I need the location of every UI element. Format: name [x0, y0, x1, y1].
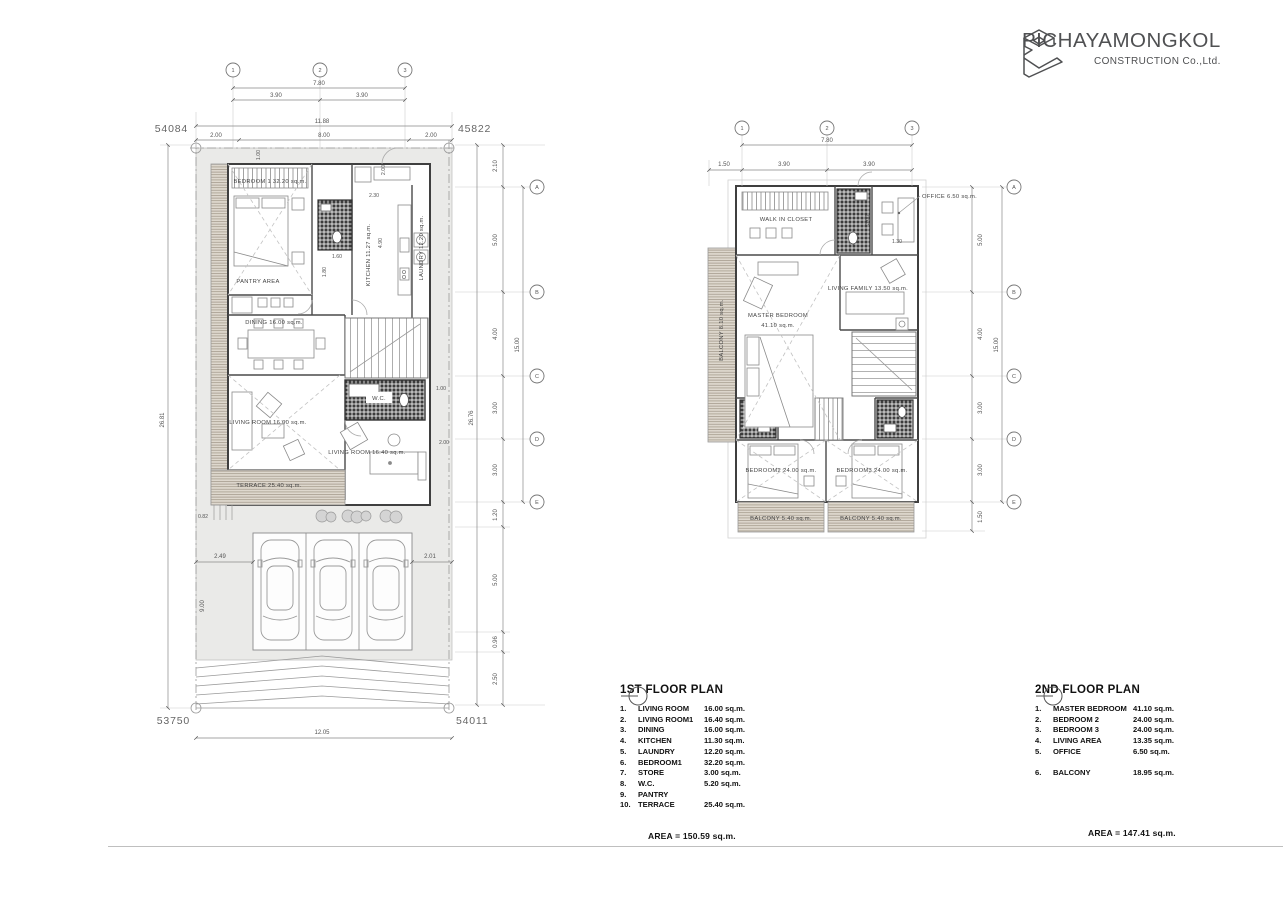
corner-label: 54084 [154, 123, 188, 135]
dim-label: 3.90 [356, 93, 368, 99]
plan2-grid-rows [1007, 180, 1021, 509]
plan2-drawing [708, 172, 926, 538]
grid-row-label: A [1012, 185, 1016, 192]
legend-row: 2. LIVING ROOM1 16.40 sq.m. [620, 714, 745, 724]
dim-label: 2.10 [493, 160, 499, 172]
grid-col-label: 2 [825, 126, 829, 133]
dim-label: 3.90 [863, 162, 875, 168]
grid-col-label: 2 [318, 68, 322, 75]
dim-label: 7.80 [821, 138, 833, 144]
legend-row: 2. BEDROOM 2 24.00 sq.m. [1035, 714, 1174, 724]
legend-row: 4. KITCHEN 11.30 sq.m. [620, 736, 745, 746]
company-name: PICHAYAMONGKOL [1022, 29, 1221, 52]
legend-row: 5. OFFICE 6.50 sq.m. [1035, 746, 1170, 756]
grid-row-label: C [535, 374, 539, 381]
dim-label: 2.30 [368, 193, 380, 199]
room-label-wc: W.C. [372, 396, 386, 402]
room-label-dining: DINING 16.00 sq.m. [245, 320, 303, 326]
dim-label: 26.81 [160, 412, 166, 428]
company-subtitle: CONSTRUCTION Co.,Ltd. [1094, 56, 1221, 67]
room-label-master-area: 41.10 sq.m. [761, 323, 795, 329]
plan2-closet [815, 398, 843, 440]
legend-row: 3. BEDROOM 3 24.00 sq.m. [1035, 725, 1174, 735]
dim-label: 1.50 [718, 162, 730, 168]
legend-row: 6. BALCONY 18.95 sq.m. [1035, 767, 1174, 777]
dim-label: 1.20 [493, 509, 499, 521]
room-label-laundry: LAUNDRY 12.20 sq.m. [419, 215, 425, 281]
dim-label: 15.00 [994, 337, 1000, 353]
legend-plan2 [1035, 684, 1235, 778]
sink-icon [321, 204, 331, 211]
toilet-icon [333, 231, 342, 243]
room-label-living2: LIVING ROOM 16.40 sq.m. [328, 450, 406, 456]
dim-label: 9.00 [200, 600, 206, 612]
dim-label: 5.00 [493, 574, 499, 586]
dim-label: 3.90 [270, 93, 282, 99]
room-label-walkin: WALK IN CLOSET [759, 217, 813, 223]
grid-row-label: D [535, 437, 539, 444]
dim-label: 3.00 [865, 214, 871, 226]
dim-label: 11.88 [314, 119, 330, 125]
grid-row-label: D [1012, 437, 1016, 444]
legend-row: 4. LIVING AREA 13.35 sq.m. [1035, 736, 1174, 746]
room-label-livingfamily: LIVING FAMILY 13.50 sq.m. [827, 286, 909, 292]
dim-label: 15.00 [515, 337, 521, 353]
room-label-bedroom2: BEDROOM2 24.00 sq.m. [745, 468, 817, 474]
dim-label: 3.00 [978, 402, 984, 414]
grid-col-label: 3 [403, 68, 407, 75]
dim-label: 4.90 [378, 237, 384, 249]
dim-label: 2.00 [381, 164, 387, 176]
legend-row: 7. STORE 3.00 sq.m. [620, 768, 741, 778]
legend-row: 8. W.C. 5.20 sq.m. [620, 778, 741, 788]
grid-row-label: E [1012, 500, 1016, 507]
dim-label: 1.30 [891, 239, 903, 245]
grid-row-label: A [535, 185, 539, 192]
room-label-bedroom1: BEDROOM 1 32.20 sq.m. [233, 179, 307, 185]
dim-label: 1.00 [435, 386, 447, 392]
toilet-icon [400, 394, 409, 407]
north-symbol [1035, 684, 1065, 708]
dim-label: 4.00 [493, 328, 499, 340]
legend-row: 9. PANTRY [620, 789, 669, 799]
dim-label: 2.00 [210, 133, 222, 139]
dim-label: 2.50 [493, 673, 499, 685]
dim-label: 2.01 [424, 554, 436, 560]
grid-col-label: 1 [231, 68, 235, 75]
dim-label: 1.00 [256, 149, 262, 161]
plan1-side-deck [211, 164, 228, 505]
plan1-grid-columns [226, 63, 412, 77]
legend-row: 5. LAUNDRY 12.20 sq.m. [620, 746, 745, 756]
room-label-office: OFFICE 6.50 sq.m. [922, 194, 978, 200]
corner-label: 54011 [456, 715, 489, 727]
dim-label: 5.00 [493, 234, 499, 246]
plan2-area-total: AREA = 147.41 sq.m. [1088, 828, 1176, 838]
toilet-icon [849, 232, 858, 244]
legend-row: 6. BEDROOM1 32.20 sq.m. [620, 757, 745, 767]
dim-label: 4.00 [978, 328, 984, 340]
room-label-balcony-b1: BALCONY 5.40 sq.m. [750, 516, 812, 522]
legend-row: 10. TERRACE 25.40 sq.m. [620, 800, 745, 810]
dim-label: 3.00 [493, 464, 499, 476]
dim-label: 3.00 [978, 464, 984, 476]
dim-label: 26.76 [469, 410, 475, 426]
dim-label: 7.80 [313, 81, 325, 87]
dim-label: 0.96 [493, 636, 499, 648]
north-symbol [620, 684, 650, 708]
plan1-carport [253, 533, 412, 650]
room-label-master: MASTER BEDROOM [748, 313, 808, 319]
dim-label: 1.60 [331, 254, 343, 260]
corner-label: 53750 [156, 715, 190, 727]
room-label-pantry: PANTRY AREA [236, 279, 280, 285]
dim-label: 2.49 [214, 554, 226, 560]
grid-row-label: B [535, 290, 539, 297]
grid-row-label: B [1012, 290, 1016, 297]
sink-icon [884, 424, 896, 432]
room-label-balcony-b2: BALCONY 5.40 sq.m. [840, 516, 902, 522]
legend-plan1 [620, 684, 820, 811]
dim-label: 8.00 [318, 133, 330, 139]
plan2-title: 2ND FLOOR PLAN [1035, 684, 1141, 696]
plan1-title: 1ST FLOOR PLAN [620, 684, 724, 696]
dim-label: 2.00 [425, 133, 437, 139]
grid-col-label: 3 [910, 126, 914, 133]
dim-label: 3.90 [778, 162, 790, 168]
toilet-icon [898, 407, 906, 418]
plan1-grid-rows [530, 180, 544, 509]
dim-label: 1.80 [322, 266, 328, 278]
plan1-driveway [196, 656, 449, 708]
dim-label: 2.00 [438, 440, 450, 446]
dim-label: 0.82 [197, 514, 209, 520]
room-label-balcony-left: BALCONY 8.10 sq.m. [719, 299, 725, 361]
legend-row: 1. MASTER BEDROOM 41.10 sq.m. [1035, 704, 1174, 713]
corner-label: 45822 [458, 123, 492, 135]
dim-label: 3.00 [493, 402, 499, 414]
room-label-kitchen: KITCHEN 11.27 sq.m. [366, 223, 372, 287]
dim-label: 5.00 [978, 234, 984, 246]
legend-row: 1. LIVING ROOM 16.00 sq.m. [620, 704, 745, 713]
dim-label: 1.50 [978, 511, 984, 523]
room-label-terrace: TERRACE 25.40 sq.m. [236, 483, 302, 489]
bottom-rule-line [108, 846, 1283, 847]
legend-row: 3. DINING 16.00 sq.m. [620, 725, 745, 735]
plan1-drawing [190, 140, 456, 713]
bathtub-icon [855, 192, 867, 200]
grid-col-label: 1 [740, 126, 744, 133]
grid-row-label: E [535, 500, 539, 507]
room-label-living1: LIVING ROOM 16.00 sq.m. [229, 420, 307, 426]
plan1-area-total: AREA = 150.59 sq.m. [648, 831, 736, 841]
dim-label: 12.05 [314, 730, 330, 736]
room-label-bedroom3: BEDROOM3 24.00 sq.m. [836, 468, 908, 474]
plan2-grid-columns [735, 121, 919, 135]
grid-row-label: C [1012, 374, 1016, 381]
